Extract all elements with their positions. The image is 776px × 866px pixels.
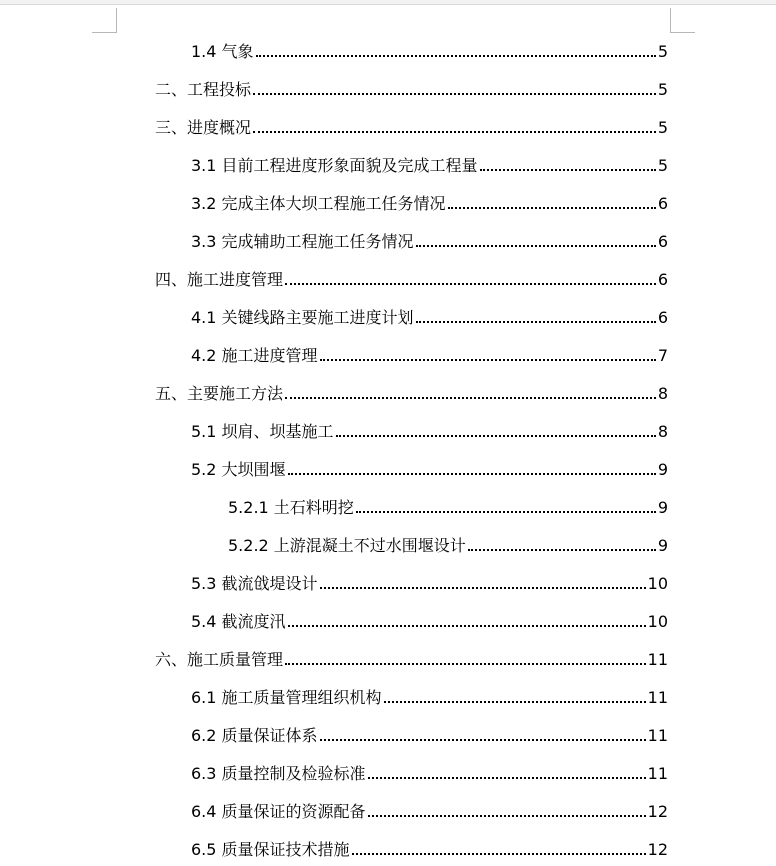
toc-dot-leader [320,359,656,361]
toc-entry[interactable] [191,304,668,328]
toc-page-number: 11 [647,650,668,669]
toc-page-number: 5 [657,42,668,61]
toc-entry-title: 6.1 施工质量管理组织机构 [191,688,382,707]
toc-dot-leader [416,245,656,247]
toc-page-number: 6 [657,308,668,327]
toc-dot-leader [288,625,646,627]
toc-entry[interactable] [155,380,668,404]
toc-entry[interactable] [191,570,668,594]
toc-dot-leader [253,93,656,95]
toc-page-number: 5 [657,156,668,175]
toc-entry[interactable] [191,722,668,746]
toc-entry[interactable] [191,798,668,822]
toc-entry-title: 4.1 关键线路主要施工进度计划 [191,308,414,327]
toc-page-number: 11 [647,764,668,783]
toc-page-number: 5 [657,80,668,99]
toc-entry-title: 5.3 截流戗堤设计 [191,574,318,593]
toc-entry-title: 6.3 质量控制及检验标准 [191,764,366,783]
toc-dot-leader [336,435,656,437]
toc-entry[interactable] [191,38,668,62]
toc-entry-title: 六、施工质量管理 [155,650,284,669]
toc-entry-title: 三、进度概况 [155,118,252,137]
toc-entry[interactable] [191,342,668,366]
toc-page-number: 12 [647,802,668,821]
toc-page-number: 8 [657,384,668,403]
toc-page-number: 6 [657,194,668,213]
toc-entry-title: 5.2.1 土石料明挖 [228,498,354,517]
toc-entry[interactable] [191,456,668,480]
toc-entry-title: 四、施工进度管理 [155,270,284,289]
toc-dot-leader [288,473,656,475]
toc-entry-title: 5.2 大坝围堰 [191,460,286,479]
toc-entry[interactable] [228,532,668,556]
toc-entry-title: 二、工程投标 [155,80,252,99]
toc-entry[interactable] [191,152,668,176]
toc-dot-leader [368,815,646,817]
toc-dot-leader [285,663,646,665]
toc-entry-title: 3.3 完成辅助工程施工任务情况 [191,232,414,251]
toc-dot-leader [468,549,656,551]
toc-page-number: 9 [657,498,668,517]
toc-dot-leader [285,397,656,399]
toc-dot-leader [448,207,656,209]
toc-dot-leader [256,55,656,57]
toc-page-number: 11 [647,726,668,745]
toc-entry[interactable] [155,76,668,100]
toc-entry[interactable] [155,646,668,670]
toc-entry[interactable] [191,836,668,860]
toc-entry[interactable] [155,114,668,138]
toc-page-number: 12 [647,840,668,859]
toc-page-number: 6 [657,270,668,289]
toc-entry[interactable] [191,608,668,632]
toc-dot-leader [416,321,656,323]
toc-page-number: 10 [647,612,668,631]
toc-entry-title: 4.2 施工进度管理 [191,346,318,365]
toc-dot-leader [356,511,656,513]
toc-page-number: 7 [657,346,668,365]
toc-entry-title: 3.2 完成主体大坝工程施工任务情况 [191,194,446,213]
toc-dot-leader [285,283,656,285]
toc-entry[interactable] [191,228,668,252]
toc-entry-title: 5.2.2 上游混凝土不过水围堰设计 [228,536,466,555]
toc-dot-leader [368,777,646,779]
toc-entry[interactable] [191,684,668,708]
toc-entry-title: 6.4 质量保证的资源配备 [191,802,366,821]
toc-page-number: 9 [657,536,668,555]
toc-dot-leader [352,853,646,855]
toc-page-number: 8 [657,422,668,441]
toc-entry[interactable] [191,418,668,442]
toc-entry[interactable] [155,266,668,290]
toc-entry-title: 五、主要施工方法 [155,384,284,403]
toc-entry-title: 6.2 质量保证体系 [191,726,318,745]
toc-entry-title: 5.1 坝肩、坝基施工 [191,422,334,441]
toc-dot-leader [480,169,656,171]
toc-entry-title: 5.4 截流度汛 [191,612,286,631]
toc-dot-leader [384,701,646,703]
toc-entry-title: 1.4 气象 [191,42,254,61]
toc-entry[interactable] [191,190,668,214]
toc-dot-leader [253,131,656,133]
toc-dot-leader [320,739,646,741]
toc-entry-title: 3.1 目前工程进度形象面貌及完成工程量 [191,156,478,175]
toc-page-number: 10 [647,574,668,593]
toc-page-number: 11 [647,688,668,707]
toc-dot-leader [320,587,646,589]
toc-page-number: 9 [657,460,668,479]
toc-entry[interactable] [228,494,668,518]
toc-entry[interactable] [191,760,668,784]
toc-page-number: 6 [657,232,668,251]
toc-page-number: 5 [657,118,668,137]
toc-entry-title: 6.5 质量保证技术措施 [191,840,350,859]
